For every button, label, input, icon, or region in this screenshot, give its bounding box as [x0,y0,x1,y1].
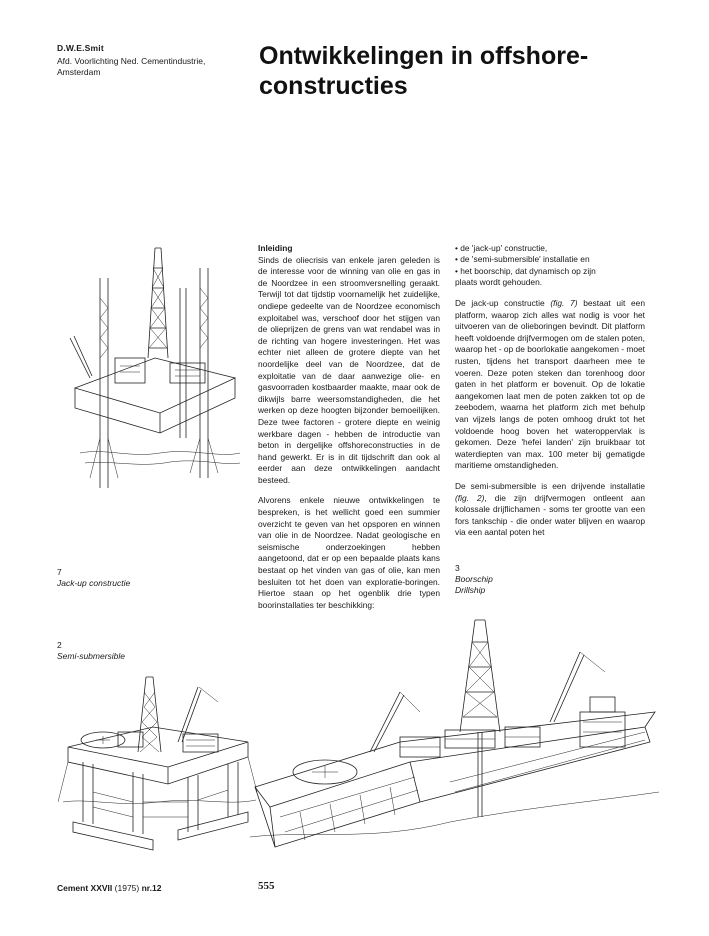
journal-year: (1975) [114,883,140,893]
figure-3-number: 3 [455,563,460,573]
list-item: • de 'jack-up' constructie, [455,243,548,253]
author-affiliation: Afd. Voorlichting Ned. Cementindustrie, [57,56,206,66]
figure-7-caption [57,567,130,589]
figure-2-number: 2 [57,640,62,650]
text-column-1 [258,243,440,620]
figure-3-caption [455,563,493,596]
col1-paragraph-2: Alvorens enkele nieuwe ontwikkelingen te bespreken, is het wellicht goed een summier overzicht te geven van het opsporen en winnen van olie in de Noordzee. Nadat geologische en seismische onderzoekingen hebben aangetoond, dat er op een bepaalde plaats kans bestaat op het vinden van gas of olie, kan men besluiten tot het doen van exploratie-boringen. Hiertoe staan op het ogenblik drie typen boorinstallaties ter beschikking: [258,495,440,610]
figure-7-label: Jack-up constructie [57,578,131,588]
col2-p2-text: De semi-submersible is een drijvende installatie [455,480,645,491]
col2-paragraph-1 [455,298,645,472]
col2-p2-text-cont: , die zijn drijfvermogen ontleent aan kolossale drijflichamen - soms ter grootte van een fors tankschip - die onder water blijven en waarop via een aantal poten het [455,492,645,538]
title-line-2: constructies [259,72,408,100]
author-name: D.W.E.Smit [57,43,104,53]
figure-7-number: 7 [57,567,62,577]
journal-footer [57,883,161,893]
author-city: Amsterdam [57,67,101,77]
section-heading-inleiding: Inleiding [258,243,293,253]
figure-2-semisubmersible-illustration [58,672,258,862]
drilling-types-list [455,243,645,289]
list-item: • de 'semi-submersible' installatie en [455,254,590,265]
col2-paragraph-2 [455,481,645,539]
figure-3-label-nl: Boorschip [455,574,493,584]
figure-3-label-en: Drillship [455,585,486,595]
figure-ref-2: (fig. 2) [455,492,485,503]
figure-7-jackup-illustration [60,238,245,518]
list-item: • het boorschip, dat dynamisch op zijn [455,265,596,276]
journal-issue: nr.12 [141,883,162,893]
text-column-2 [455,298,645,548]
figure-3-drillship-illustration [250,612,660,867]
page-number: 555 [258,880,275,892]
journal-name: Cement XXVII [57,883,113,893]
col2-p1-text: De jack-up constructie [455,298,551,308]
article-title [259,41,679,101]
list-item: plaats wordt gehouden. [455,277,543,288]
figure-2-caption [57,640,125,662]
title-line-1: Ontwikkelingen in offshore- [259,42,589,70]
col2-p1-text-cont: bestaat uit een platform, waarop zich alles wat nodig is voor het uitvoeren van de olieboringen bevindt. Dit platform heeft voldoende drijfvermogen om de stalen poten, waarop het - op de boorlokatie aangekomen - moet rusten, tijdens het transport daarheen mee te voeren. Deze poten steken dan torenhoog door gaten in het platform er bovenuit. Op de lokatie aangekomen laat men de poten zakken tot op de zeebodem, waarna het platform zich met behulp van vijzels langs de poten omhoog drukt tot het voldoende hoog boven het wateroppervlak is gekomen. Deze 'hefei landen' zijn bruikbaar tot waterdiepten van max. 100 meter bij gematigde maritieme omstandigheden. [455,298,645,471]
figure-ref-7: (fig. 7) [550,298,578,308]
figure-2-label: Semi-submersible [57,651,126,661]
col1-paragraph-1: Sinds de oliecrisis van enkele jaren geleden is de interesse voor de winning van olie en gas in de Noordzee in een stroomversnelling geraakt. Terwijl tot dat tijdstip voornamelijk het zuidelijke, ondiepe gedeelte van de Noordzee economisch exploitabel was, verschoof door het stijgen van de olieprijzen de grens van wat rendabel was in de richting van hogere investeringen. Het was echter niet alleen de grotere diepte van het noordelijke deel van de Noordzee, dat de exploitatie van de daar aanwezige olie- en gasvoorraden kostbaarder maakte, maar ook de dikwijls barre weersomstandigheden, die het werken op deze hoogten bijzonder bemoeilijken. Deze twee factoren - grotere diepte en weinig werkbare dagen - hebben de introductie van beton in dergelijke offshoreconstructies in de hand gewerkt. Er is in dit tijdschrift dan ook al eerder aan deze ontwikkelingen aandacht besteed. [258,254,440,485]
